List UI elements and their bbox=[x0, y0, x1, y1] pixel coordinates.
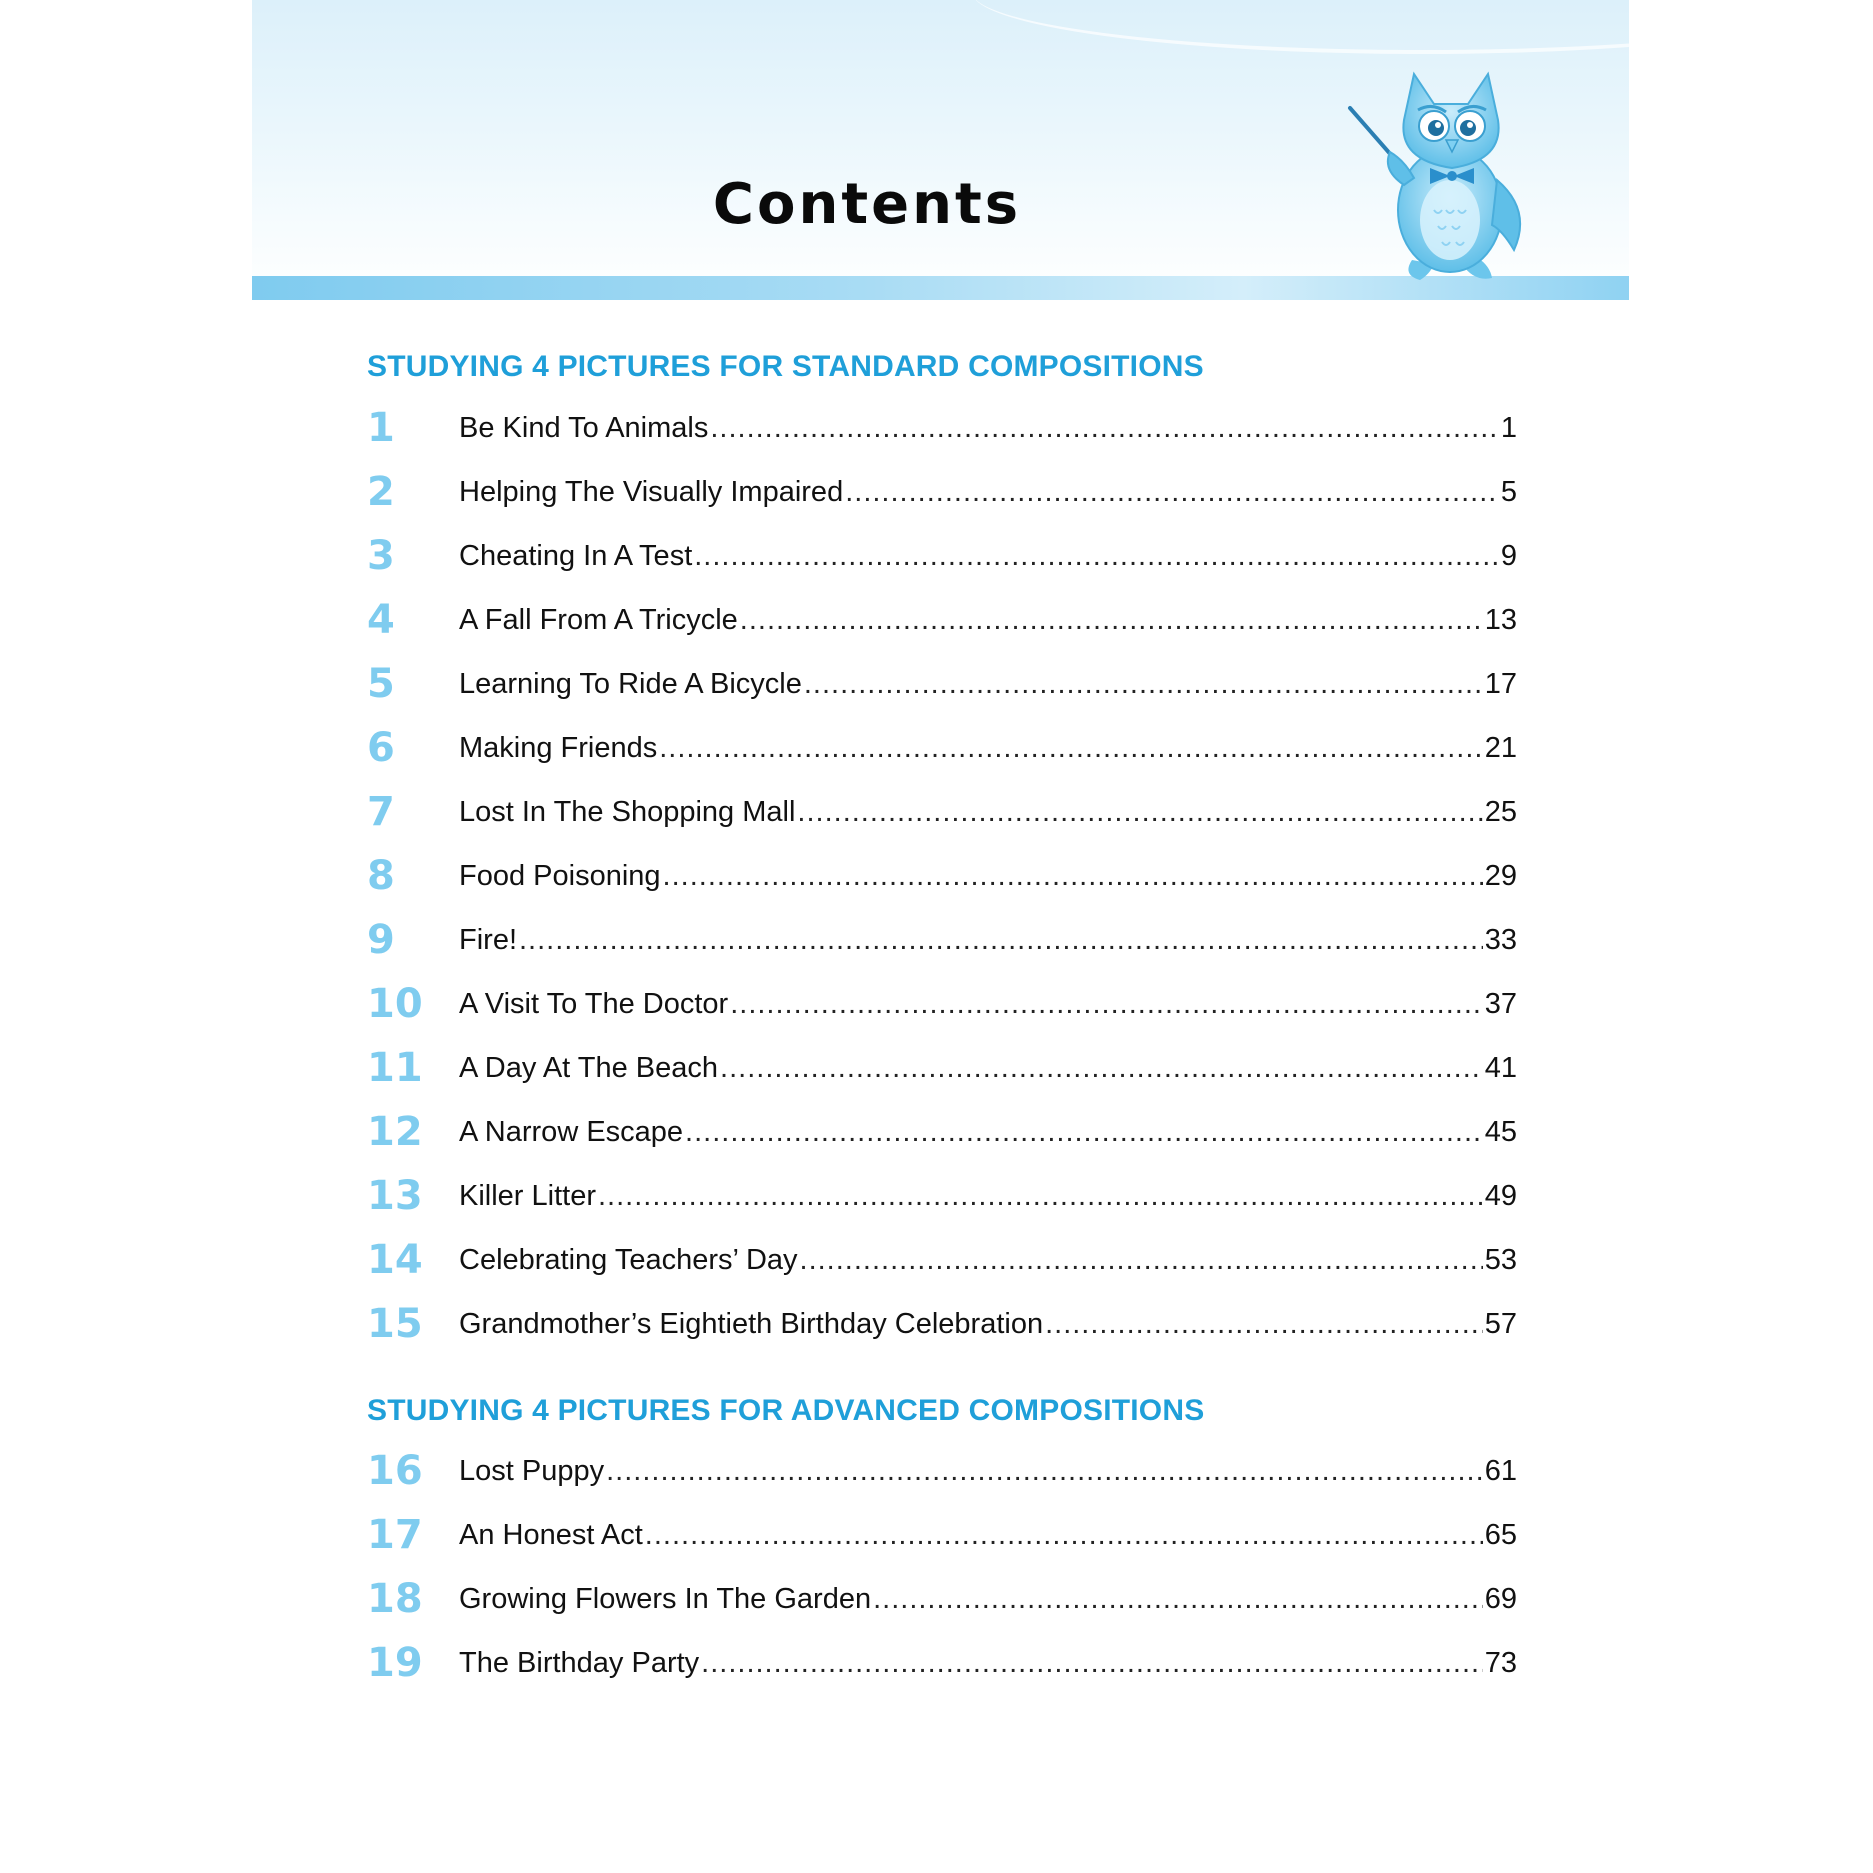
toc-entry[interactable] bbox=[367, 1571, 1517, 1627]
toc-entry-number: 10 bbox=[367, 981, 423, 1027]
toc-entry-number: 6 bbox=[367, 725, 395, 771]
dot-leader bbox=[598, 1168, 1483, 1224]
toc-entry[interactable] bbox=[367, 1232, 1517, 1288]
toc-entry-page: 1 bbox=[1500, 412, 1517, 444]
toc-entry-title: Food Poisoning bbox=[459, 860, 661, 892]
toc-entry-number: 15 bbox=[367, 1301, 423, 1347]
toc-entry[interactable] bbox=[367, 1104, 1517, 1160]
toc-entry-number: 2 bbox=[367, 469, 395, 515]
dot-leader bbox=[645, 1507, 1483, 1563]
dot-leader bbox=[694, 528, 1499, 584]
toc-entry-number: 9 bbox=[367, 917, 395, 963]
toc-entry-number: 3 bbox=[367, 533, 395, 579]
document-page bbox=[252, 0, 1629, 1873]
toc-entry-title: A Fall From A Tricycle bbox=[459, 604, 738, 636]
toc-entry-title: Making Friends bbox=[459, 732, 658, 764]
toc-entry-title: Learning To Ride A Bicycle bbox=[459, 668, 802, 700]
dot-leader bbox=[519, 912, 1483, 968]
dot-leader bbox=[701, 1635, 1483, 1691]
toc-entry[interactable] bbox=[367, 976, 1517, 1032]
toc-entry[interactable] bbox=[367, 464, 1517, 520]
toc-entry-title: Cheating In A Test bbox=[459, 540, 693, 572]
toc-entry-number: 17 bbox=[367, 1512, 423, 1558]
toc-entry-page: 5 bbox=[1500, 476, 1517, 508]
toc-entry-page: 57 bbox=[1484, 1308, 1517, 1340]
section-heading-standard: STUDYING 4 PICTURES FOR STANDARD COMPOSITIONS bbox=[367, 350, 1204, 383]
dot-leader bbox=[685, 1104, 1483, 1160]
toc-entry-page: 49 bbox=[1484, 1180, 1517, 1212]
toc-entry[interactable] bbox=[367, 1296, 1517, 1352]
toc-entry-page: 69 bbox=[1484, 1583, 1517, 1615]
toc-entry-title: Be Kind To Animals bbox=[459, 412, 709, 444]
toc-entry[interactable] bbox=[367, 1040, 1517, 1096]
dot-leader bbox=[845, 464, 1499, 520]
toc-entry[interactable] bbox=[367, 592, 1517, 648]
page-title: Contents bbox=[712, 172, 1022, 237]
toc-entry-number: 7 bbox=[367, 789, 395, 835]
toc-entry-number: 5 bbox=[367, 661, 395, 707]
toc-entry-page: 65 bbox=[1484, 1519, 1517, 1551]
toc-entry[interactable] bbox=[367, 1168, 1517, 1224]
toc-entry[interactable] bbox=[367, 1443, 1517, 1499]
toc-entry-title: Growing Flowers In The Garden bbox=[459, 1583, 872, 1615]
toc-entry-title: A Day At The Beach bbox=[459, 1052, 719, 1084]
toc-entry-page: 29 bbox=[1484, 860, 1517, 892]
toc-entry[interactable] bbox=[367, 720, 1517, 776]
toc-entry-page: 37 bbox=[1484, 988, 1517, 1020]
toc-entry-title: Celebrating Teachers’ Day bbox=[459, 1244, 798, 1276]
toc-entry-page: 61 bbox=[1484, 1455, 1517, 1487]
dot-leader bbox=[720, 1040, 1483, 1096]
toc-entry[interactable] bbox=[367, 848, 1517, 904]
toc-entry-page: 9 bbox=[1500, 540, 1517, 572]
toc-entry-number: 4 bbox=[367, 597, 395, 643]
dot-leader bbox=[800, 1232, 1483, 1288]
toc-entry[interactable] bbox=[367, 784, 1517, 840]
toc-entry-title: A Visit To The Doctor bbox=[459, 988, 729, 1020]
dot-leader bbox=[663, 848, 1483, 904]
header-swoosh bbox=[972, 0, 1629, 54]
page-header bbox=[252, 0, 1629, 300]
toc-entry-page: 17 bbox=[1484, 668, 1517, 700]
toc-entry-page: 13 bbox=[1484, 604, 1517, 636]
toc-entry-title: Killer Litter bbox=[459, 1180, 596, 1212]
toc-entry-number: 11 bbox=[367, 1045, 423, 1091]
toc-entry-title: Lost Puppy bbox=[459, 1455, 605, 1487]
toc-entry-title: A Narrow Escape bbox=[459, 1116, 684, 1148]
toc-entry-title: Grandmother’s Eightieth Birthday Celebration bbox=[459, 1308, 1044, 1340]
toc-entry-number: 19 bbox=[367, 1640, 423, 1686]
owl-with-pointer-icon bbox=[1342, 60, 1542, 300]
dot-leader bbox=[606, 1443, 1483, 1499]
dot-leader bbox=[1045, 1296, 1483, 1352]
dot-leader bbox=[659, 720, 1482, 776]
toc-entry-number: 18 bbox=[367, 1576, 423, 1622]
toc-entry-title: Lost In The Shopping Mall bbox=[459, 796, 796, 828]
toc-entry-number: 1 bbox=[367, 405, 395, 451]
toc-entry-page: 45 bbox=[1484, 1116, 1517, 1148]
toc-entry-page: 33 bbox=[1484, 924, 1517, 956]
toc-entry[interactable] bbox=[367, 1635, 1517, 1691]
toc-entry-page: 41 bbox=[1484, 1052, 1517, 1084]
dot-leader bbox=[797, 784, 1482, 840]
dot-leader bbox=[740, 592, 1483, 648]
toc-entry-title: An Honest Act bbox=[459, 1519, 643, 1551]
toc-entry-number: 16 bbox=[367, 1448, 423, 1494]
toc-entry-title: The Birthday Party bbox=[459, 1647, 700, 1679]
toc-entry-page: 73 bbox=[1484, 1647, 1517, 1679]
toc-entry-number: 13 bbox=[367, 1173, 423, 1219]
toc-entry[interactable] bbox=[367, 528, 1517, 584]
toc-entry[interactable] bbox=[367, 1507, 1517, 1563]
toc-entry-number: 12 bbox=[367, 1109, 423, 1155]
dot-leader bbox=[804, 656, 1483, 712]
section-heading-advanced: STUDYING 4 PICTURES FOR ADVANCED COMPOSITIONS bbox=[367, 1394, 1205, 1427]
toc-entry[interactable] bbox=[367, 912, 1517, 968]
toc-entry-page: 25 bbox=[1484, 796, 1517, 828]
toc-entry-page: 21 bbox=[1484, 732, 1517, 764]
toc-entry-page: 53 bbox=[1484, 1244, 1517, 1276]
toc-entry[interactable] bbox=[367, 656, 1517, 712]
toc-entry-title: Fire! bbox=[459, 924, 517, 956]
dot-leader bbox=[730, 976, 1483, 1032]
toc-entry-number: 8 bbox=[367, 853, 395, 899]
toc-entry-number: 14 bbox=[367, 1237, 423, 1283]
dot-leader bbox=[873, 1571, 1483, 1627]
toc-entry[interactable] bbox=[367, 400, 1517, 456]
dot-leader bbox=[710, 400, 1499, 456]
toc-entry-title: Helping The Visually Impaired bbox=[459, 476, 844, 508]
